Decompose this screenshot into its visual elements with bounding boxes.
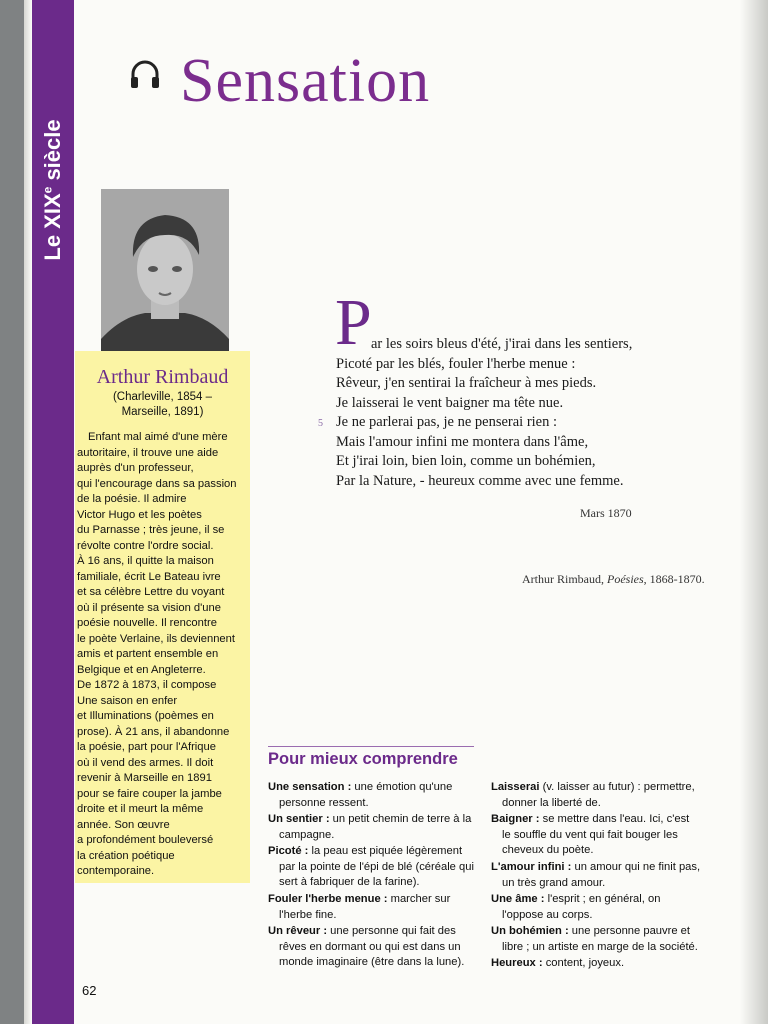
poem-date: Mars 1870 [580,506,632,520]
poem-line: Picoté par les blés, fouler l'herbe menue : [336,355,576,372]
glossary-term: Fouler l'herbe menue : [268,893,388,905]
biography-line: qui l'encourage dans sa passion [77,477,237,490]
glossary-entry [491,956,701,972]
glossary-term: Picoté : [268,845,309,857]
author-dates-line: (Charleville, 1854 – [112,391,213,403]
biography-line: de la poésie. Il admire [77,493,187,505]
biography-line: et Illuminations (poèmes en [77,710,214,722]
biography-line: poésie nouvelle. Il rencontre [77,617,217,629]
biography-line: Victor Hugo et les poètes [77,508,202,521]
page-number: 62 [82,983,97,998]
headphones-icon[interactable] [128,58,162,92]
biography-line: droite et il meurt la même [77,803,204,815]
poem-title: Sensation [180,47,431,115]
glossary-entry [491,924,701,955]
biography-line: familiale, écrit Le Bateau ivre [77,570,221,583]
glossary-definition: marcher sur l'herbe fine. [279,893,451,921]
biography-line: le poète Verlaine, ils deviennent [77,632,235,645]
biography-line: Belgique et en Angleterre. [77,663,206,676]
poem-line: Et j'irai loin, bien loin, comme un bohémien, [336,453,596,469]
biography-line: année. Son œuvre [77,818,170,831]
glossary-term: Un sentier : [268,813,330,825]
glossary-entry [491,860,701,891]
glossary-term: Laisserai [491,781,540,793]
biography-line: contemporaine. [77,865,155,877]
glossary-title: Pour mieux comprendre [268,750,458,768]
glossary-term: Une âme : [491,893,545,905]
glossary-term: Heureux : [491,957,543,969]
glossary-term: Baigner : [491,813,540,825]
biography-line: prose). À 21 ans, il abandonne [77,725,230,738]
glossary-term: Une sensation : [268,781,352,793]
biography-line: du Parnasse ; très jeune, il se [77,524,225,536]
drop-cap: P [335,286,372,359]
glossary-entry [268,924,476,971]
poem-line: Je laisserai le vent baigner ma tête nue. [336,394,564,411]
verse-line-number: 5 [318,418,323,429]
glossary-term: L'amour infini : [491,861,572,873]
poem-line: Je ne parlerai pas, je ne penserai rien : [336,414,558,430]
glossary-definition: une personne qui fait des rêves en dormant ou qui est dans un monde imaginaire (être dans la lune). [279,925,465,969]
biography-line: amis et partent ensemble en [77,648,219,660]
author-dates [75,390,250,420]
biography-line: À 16 ans, il quitte la maison [77,555,214,567]
poem-line: Mais l'amour infini me montera dans l'âme, [336,433,589,450]
glossary-entry [268,844,476,891]
chapter-label: Le XIXe siècle [40,119,65,261]
biography-line: et sa célèbre Lettre du voyant [77,586,225,598]
biography-line: la création poétique [77,849,175,862]
poem-line: Par la Nature, - heureux comme avec une femme. [336,472,624,489]
author-portrait [101,189,229,353]
glossary-entry [491,892,701,923]
glossary-definition: la peau est piquée légèrement par la pointe de l'épi de blé (céréale qui sert à fabriquer de la farine). [279,845,474,889]
glossary-term: Un rêveur : [268,925,328,937]
biography-line: De 1872 à 1873, il compose [77,679,217,691]
glossary-definition: se mettre dans l'eau. Ici, c'est le souffle du vent qui fait bouger les cheveux du poète. [502,813,690,857]
page-gutter-shadow [24,0,32,1024]
biography-line: revenir à Marseille en 1891 [77,772,212,784]
biography-line: révolte contre l'ordre social. [77,539,214,552]
author-name: Arthur Rimbaud [96,366,229,388]
glossary-entry [268,892,476,923]
biography-line: Enfant mal aimé d'une mère [88,431,228,443]
glossary-entry [491,812,701,859]
glossary-definition: content, joyeux. [542,957,625,969]
biography-line: la poésie, part pour l'Afrique [77,741,216,753]
biography-line: autoritaire, il trouve une aide [77,446,219,459]
biography-line: Une saison en enfer [77,694,178,707]
poem-line: Rêveur, j'en sentirai la fraîcheur à mes pieds. [336,375,597,391]
biography-line: où il présente sa vision d'une [77,601,221,614]
biography-line: a profondément bouleversé [77,834,214,846]
glossary-definition: un amour qui ne finit pas, un très grand amour. [502,861,701,889]
glossary-definition: une émotion qu'une personne ressent. [279,781,453,809]
glossary-definition: une personne pauvre et libre ; un artiste en marge de la société. [502,925,698,953]
author-dates-line: Marseille, 1891) [121,406,204,418]
poem-line: ar les soirs bleus d'été, j'irai dans les sentiers, [371,336,633,352]
glossary-entry [268,780,476,811]
biography-line: où il vend des armes. Il doit [77,756,214,769]
biography-line: auprès d'un professeur, [77,462,194,474]
glossary-definition: un petit chemin de terre à la campagne. [279,813,472,841]
biography-line: pour se faire couper la jambe [77,787,222,800]
glossary-term: Un bohémien : [491,925,569,937]
section-divider [268,746,474,747]
glossary-entry [491,780,701,811]
glossary-entry [268,812,476,843]
page-edge-shadow [740,0,768,1024]
glossary-definition: l'esprit ; en général, on l'oppose au corps. [502,893,661,921]
poem-source: Arthur Rimbaud, Poésies, 1868-1870. [522,572,705,586]
glossary-definition: (v. laisser au futur) : permettre, donner la liberté de. [502,781,695,809]
